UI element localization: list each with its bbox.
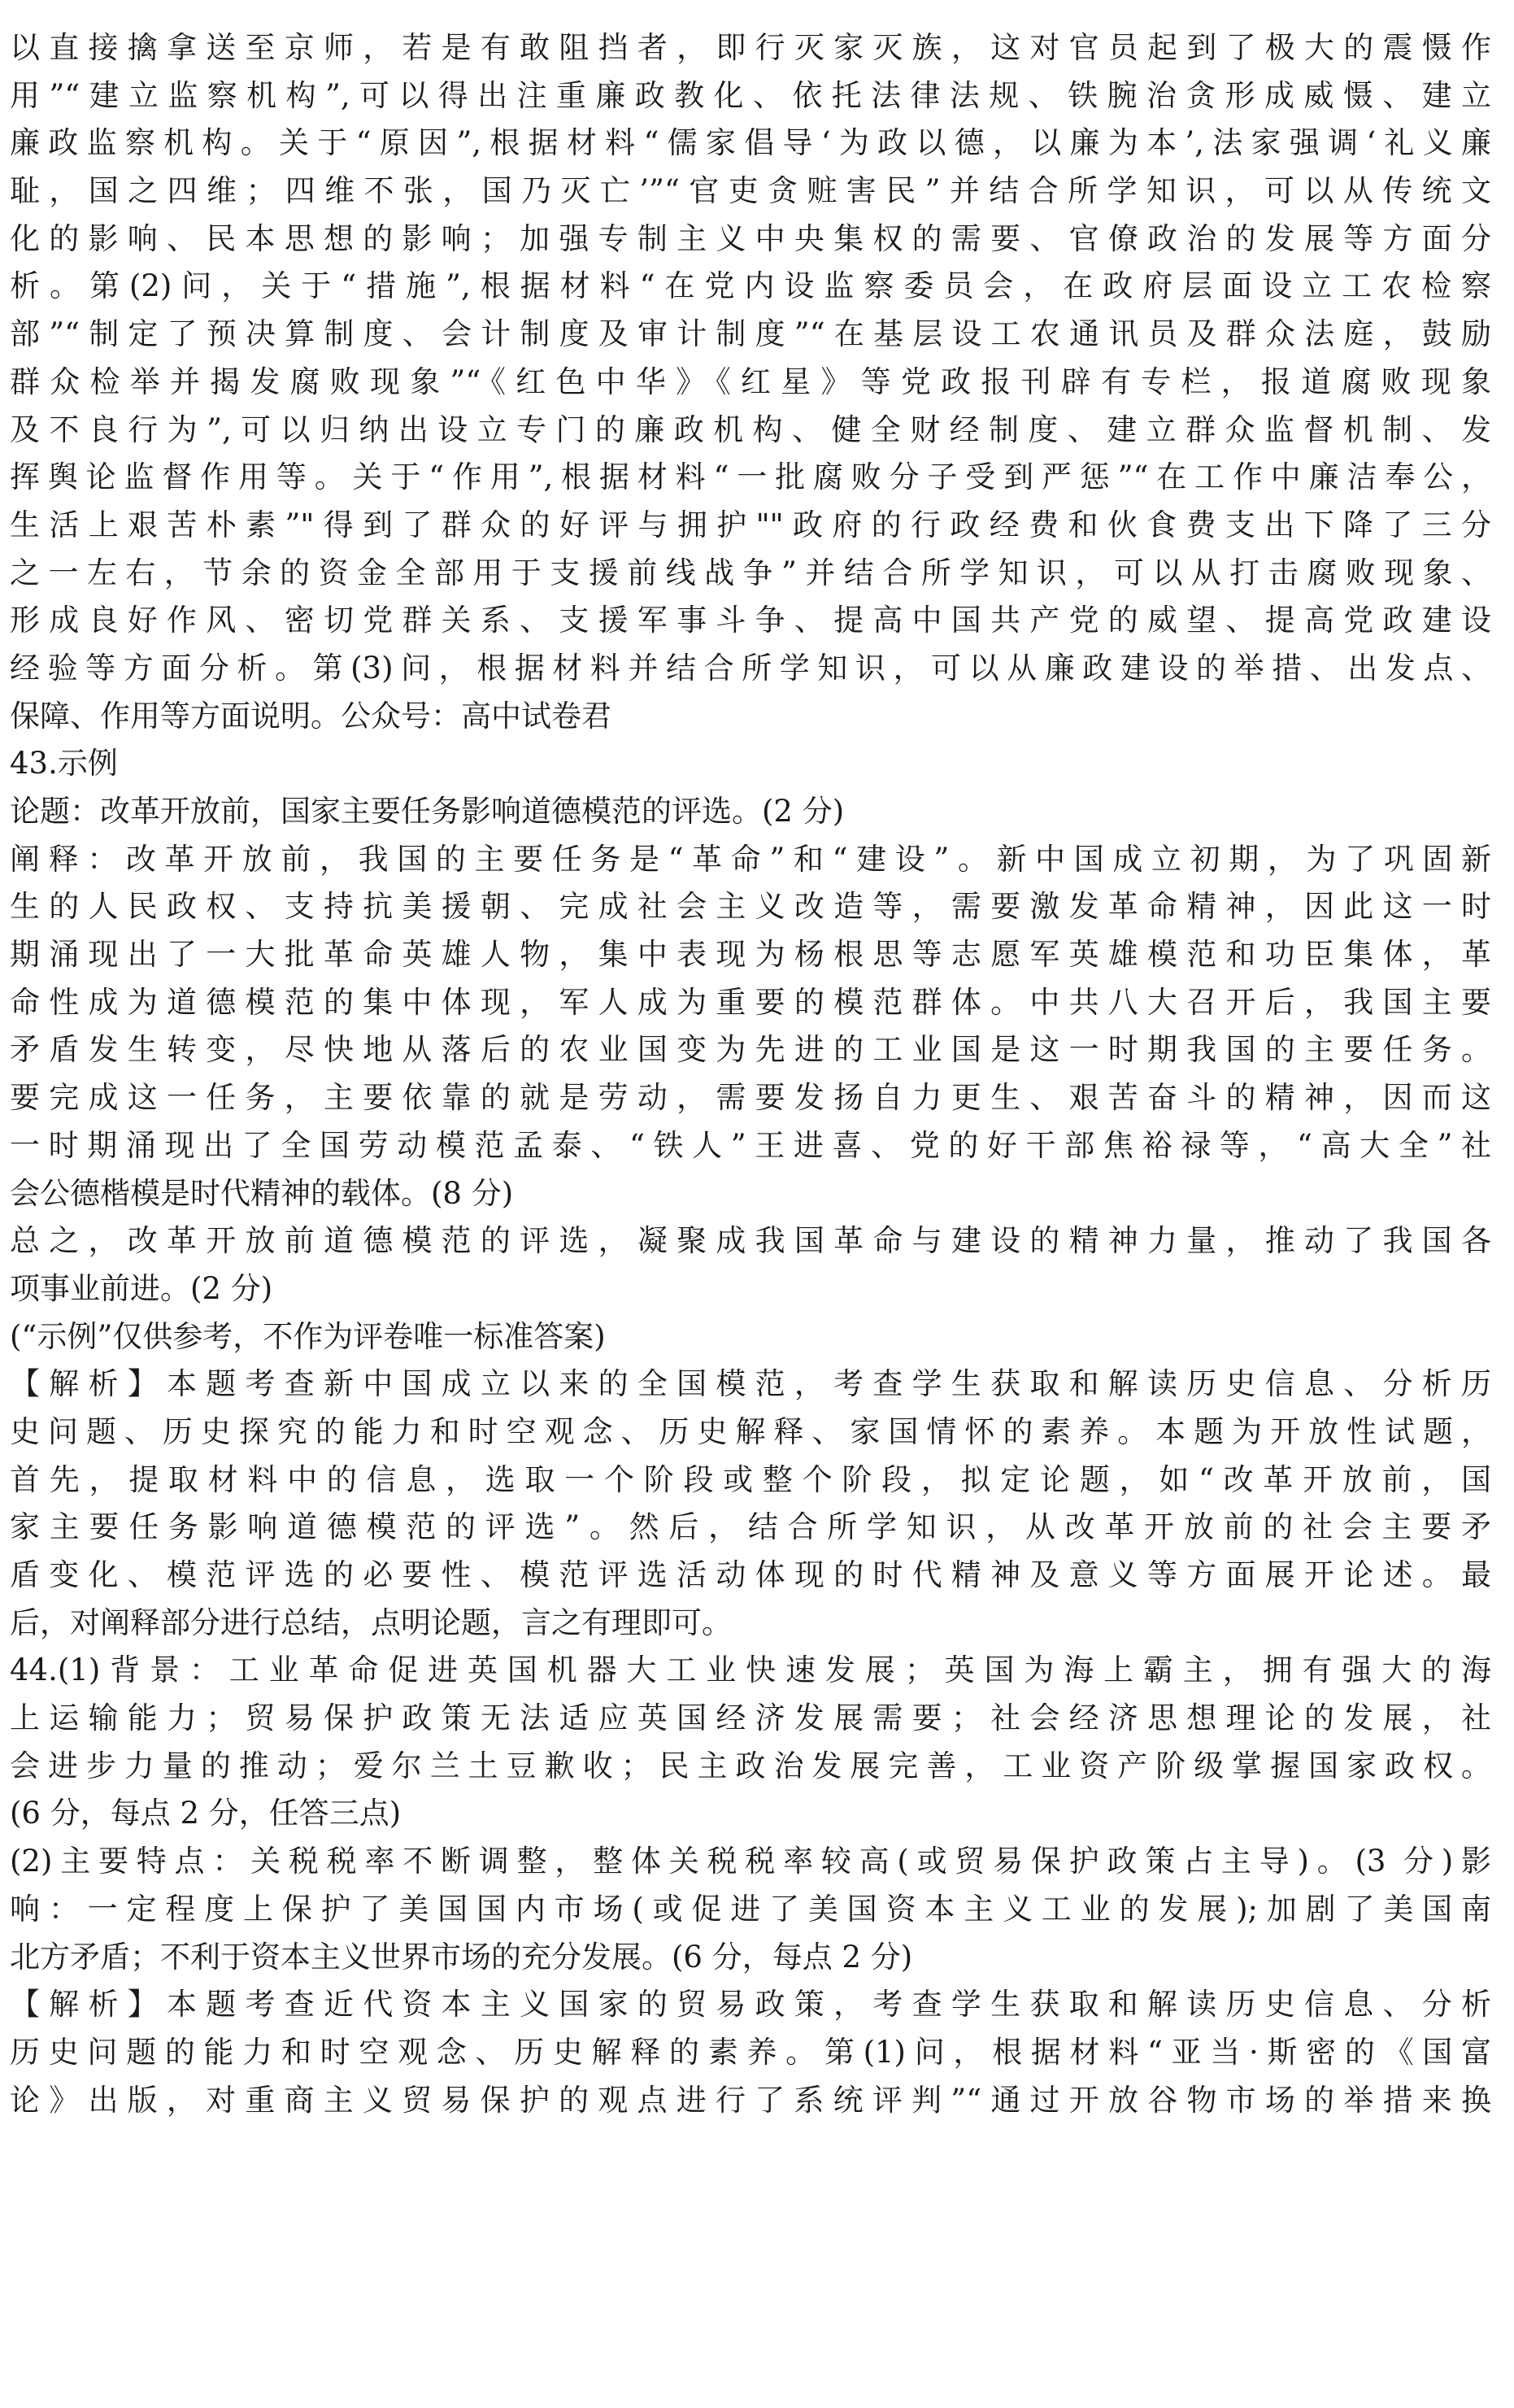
- text-line: (“示例”仅供参考，不作为评卷唯一标准答案): [10, 1318, 606, 1354]
- text-line: 及不良行为”,可以归纳出设立专门的廉政机构、健全财经制度、建立群众监督机制、发: [10, 411, 1491, 447]
- text-line: 44.(1)背景：工业革命促进英国机器大工业快速发展；英国为海上霸主，拥有强大的海: [10, 1653, 1491, 1688]
- text-line: 生活上艰苦朴素”"得到了群众的好评与拥护""政府的行政经费和伙食费支出下降了三分: [10, 507, 1491, 542]
- text-line: 43.示例: [10, 746, 118, 782]
- text-line: 用”“建立监察机构”,可以得出注重廉政教化、依托法律法规、铁腕治贪形成威慑、建立: [10, 77, 1491, 113]
- text-line: (2)主要特点：关税税率不断调整，整体关税税率较高(或贸易保护政策占主导)。(3 分)影: [10, 1844, 1491, 1879]
- text-line: 历史问题的能力和时空观念、历史解释的素养。第(1)问，根据材料“亚当·斯密的《国富: [10, 2034, 1491, 2070]
- text-line: 期涌现出了一大批革命英雄人物，集中表现为杨根思等志愿军英雄模范和功臣集体，革: [10, 937, 1491, 973]
- text-line: 家主要任务影响道德模范的评选”。然后，结合所学知识，从改革开放前的社会主要矛: [10, 1509, 1491, 1545]
- text-line: 以直接擒拿送至京师，若是有敢阻挡者，即行灭家灭族，这对官员起到了极大的震慑作: [10, 30, 1491, 65]
- text-line: 之一左右，节余的资金全部用于支援前线战争”并结合所学知识，可以从打击腐败现象、: [10, 555, 1491, 590]
- text-line: 阐释：改革开放前，我国的主要任务是“革命”和“建设”。新中国成立初期，为了巩固新: [10, 841, 1491, 877]
- text-line: 要完成这一任务，主要依靠的就是劳动，需要发扬自力更生、艰苦奋斗的精神，因而这: [10, 1080, 1491, 1116]
- text-line: 析。第(2)问，关于“措施”,根据材料“在党内设监察委员会，在政府层面设立工农检察: [10, 268, 1491, 304]
- text-line: 首先，提取材料中的信息，选取一个阶段或整个阶段，拟定论题，如“改革开放前，国: [10, 1461, 1491, 1497]
- text-line: 矛盾发生转变，尽快地从落后的农业国变为先进的工业国是这一时期我国的主要任务。: [10, 1032, 1491, 1068]
- text-line: 耻，国之四维；四维不张，国乃灭亡’”“官吏贪赃害民”并结合所学知识，可以从传统文: [10, 173, 1491, 209]
- text-line: 形成良好作风、密切党群关系、支援军事斗争、提高中国共产党的威望、提高党政建设: [10, 603, 1491, 638]
- text-line: 【解析】本题考查新中国成立以来的全国模范，考查学生获取和解读历史信息、分析历: [10, 1366, 1491, 1402]
- text-line: 部”“制定了预决算制度、会计制度及审计制度”“在基层设工农通讯员及群众法庭，鼓励: [10, 316, 1491, 352]
- text-line: 响：一定程度上保护了美国国内市场(或促进了美国资本主义工业的发展);加剧了美国南: [10, 1891, 1491, 1927]
- text-line: 【解析】本题考查近代资本主义国家的贸易政策，考查学生获取和解读历史信息、分析: [10, 1987, 1491, 2023]
- text-line: 保障、作用等方面说明。公众号：高中试卷君: [10, 698, 611, 734]
- text-line: 挥舆论监督作用等。关于“作用”,根据材料“一批腐败分子受到严惩”“在工作中廉洁奉公，: [10, 459, 1491, 495]
- text-line: 盾变化、模范评选的必要性、模范评选活动体现的时代精神及意义等方面展开论述。最: [10, 1557, 1491, 1592]
- text-line: 命性成为道德模范的集中体现，军人成为重要的模范群体。中共八大召开后，我国主要: [10, 984, 1491, 1020]
- text-line: 会公德楷模是时代精神的载体。(8 分): [10, 1175, 514, 1211]
- text-line: 后，对阐释部分进行总结，点明论题，言之有理即可。: [10, 1605, 732, 1640]
- text-line: 北方矛盾；不利于资本主义世界市场的充分发展。(6 分，每点 2 分): [10, 1939, 913, 1975]
- text-line: (6 分，每点 2 分，任答三点): [10, 1796, 402, 1831]
- text-line: 一时期涌现出了全国劳动模范孟泰、“铁人”王进喜、党的好干部焦裕禄等，“高大全”社: [10, 1127, 1491, 1163]
- text-line: 群众检举并揭发腐败现象”“《红色中华》《红星》等党政报刊辟有专栏，报道腐败现象: [10, 364, 1491, 399]
- document-body: [10, 24, 1491, 2124]
- text-line: 会进步力量的推动；爱尔兰土豆歉收；民主政治发展完善，工业资产阶级掌握国家政权。: [10, 1748, 1491, 1783]
- text-line: 史问题、历史探究的能力和时空观念、历史解释、家国情怀的素养。本题为开放性试题，: [10, 1413, 1491, 1449]
- text-line: 论题：改革开放前，国家主要任务影响道德模范的评选。(2 分): [10, 794, 845, 829]
- text-line: 生的人民政权、支持抗美援朝、完成社会主义改造等，需要激发革命精神，因此这一时: [10, 889, 1491, 925]
- text-line: 经验等方面分析。第(3)问，根据材料并结合所学知识，可以从廉政建设的举措、出发点、: [10, 650, 1491, 686]
- text-line: 廉政监察机构。关于“原因”,根据材料“儒家倡导‘为政以德，以廉为本’,法家强调‘礼义廉: [10, 125, 1491, 161]
- text-line: 上运输能力；贸易保护政策无法适应英国经济发展需要；社会经济思想理论的发展，社: [10, 1700, 1491, 1736]
- text-line: 化的影响、民本思想的影响；加强专制主义中央集权的需要、官僚政治的发展等方面分: [10, 220, 1491, 256]
- text-line: 项事业前进。(2 分): [10, 1270, 273, 1306]
- text-line: 论》出版，对重商主义贸易保护的观点进行了系统评判”“通过开放谷物市场的举措来换: [10, 2082, 1491, 2118]
- text-line: 总之，改革开放前道德模范的评选，凝聚成我国革命与建设的精神力量，推动了我国各: [10, 1223, 1491, 1259]
